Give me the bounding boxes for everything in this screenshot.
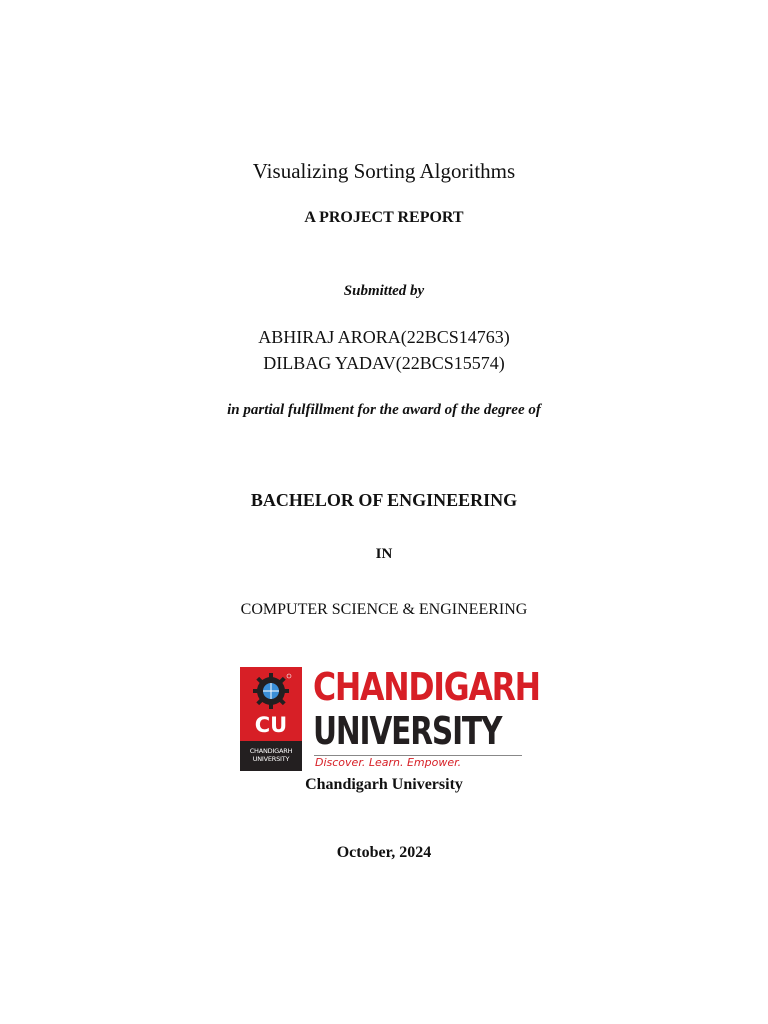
submitted-by-label: Submitted by xyxy=(343,283,425,299)
in-label: IN xyxy=(375,546,393,562)
university-logo xyxy=(240,665,540,771)
logo-wordmark-line-2: UNIVERSITY xyxy=(313,709,502,753)
author-2: DILBAG YADAV(22BCS15574) xyxy=(263,353,505,373)
degree-name: BACHELOR OF ENGINEERING xyxy=(250,490,518,510)
department-name: COMPUTER SCIENCE & ENGINEERING xyxy=(240,601,528,618)
author-1: ABHIRAJ ARORA(22BCS14763) xyxy=(258,327,510,347)
fulfillment-statement: in partial fulfillment for the award of the degree of xyxy=(227,402,541,418)
university-name: Chandigarh University xyxy=(305,776,463,793)
logo-tagline: Discover. Learn. Empower. xyxy=(315,756,462,769)
logo-small-text-1: CHANDIGARH xyxy=(249,747,293,755)
logo-wordmark-line-1: CHANDIGARH xyxy=(313,665,540,709)
report-date: October, 2024 xyxy=(336,844,432,861)
report-title: Visualizing Sorting Algorithms xyxy=(252,159,516,183)
logo-emblem-box xyxy=(240,667,302,771)
gear-globe-icon xyxy=(248,671,294,711)
logo-initials: CU xyxy=(254,713,288,737)
logo-small-text-2: UNIVERSITY xyxy=(252,755,290,763)
report-subtitle: A PROJECT REPORT xyxy=(304,209,464,226)
